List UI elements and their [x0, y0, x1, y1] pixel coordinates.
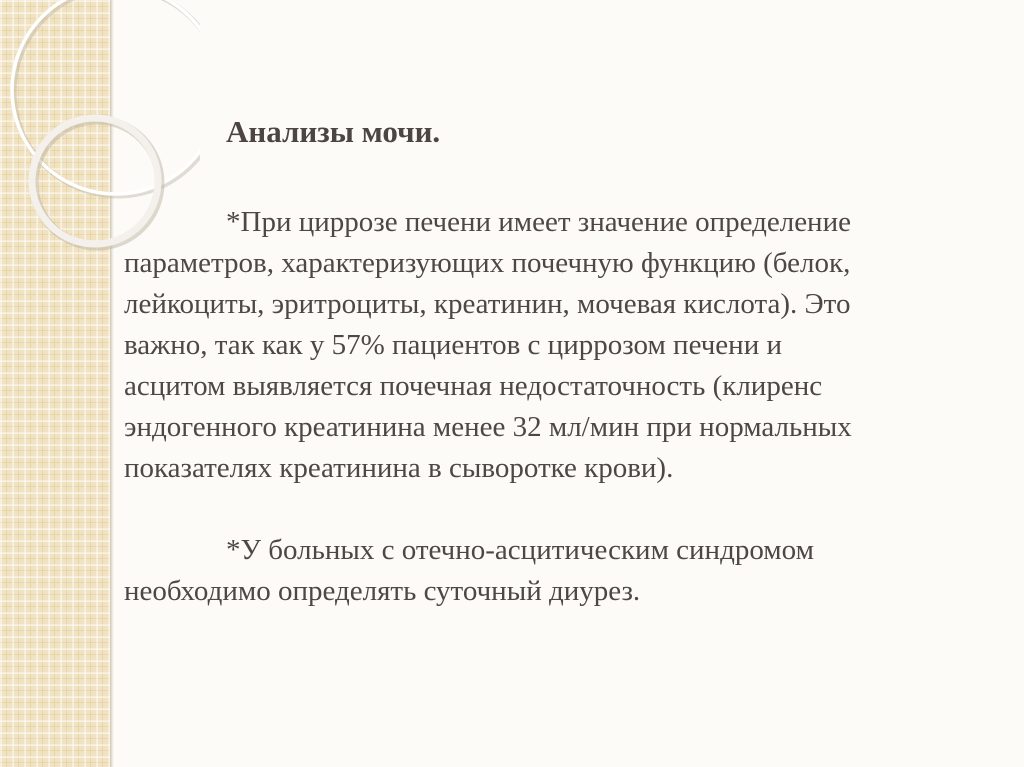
paragraph-1-line: асцитом выявляется почечная недостаточность (клиренс — [124, 370, 823, 402]
paragraph-2-line: необходимо определять суточный диурез. — [124, 575, 641, 607]
slide-title: Анализы мочи. — [226, 114, 441, 149]
paragraph-1-line: параметров, характеризующих почечную функцию (белок, — [124, 247, 851, 279]
paragraph-1-line: лейкоциты, эритроциты, креатинин, мочевая кислота). Это — [124, 288, 851, 320]
paragraph-1-line: эндогенного креатинина менее 32 мл/мин при нормальных — [124, 411, 852, 443]
paragraph-2-line: *У больных с отечно-асцитическим синдромом — [226, 534, 814, 566]
paragraph-1-line: важно, так как у 57% пациентов с циррозом печени и — [124, 329, 782, 361]
paragraph-1-line: показателях креатинина в сыворотке крови). — [124, 452, 674, 484]
paragraph-1-line: *При циррозе печени имеет значение определение — [226, 206, 851, 238]
